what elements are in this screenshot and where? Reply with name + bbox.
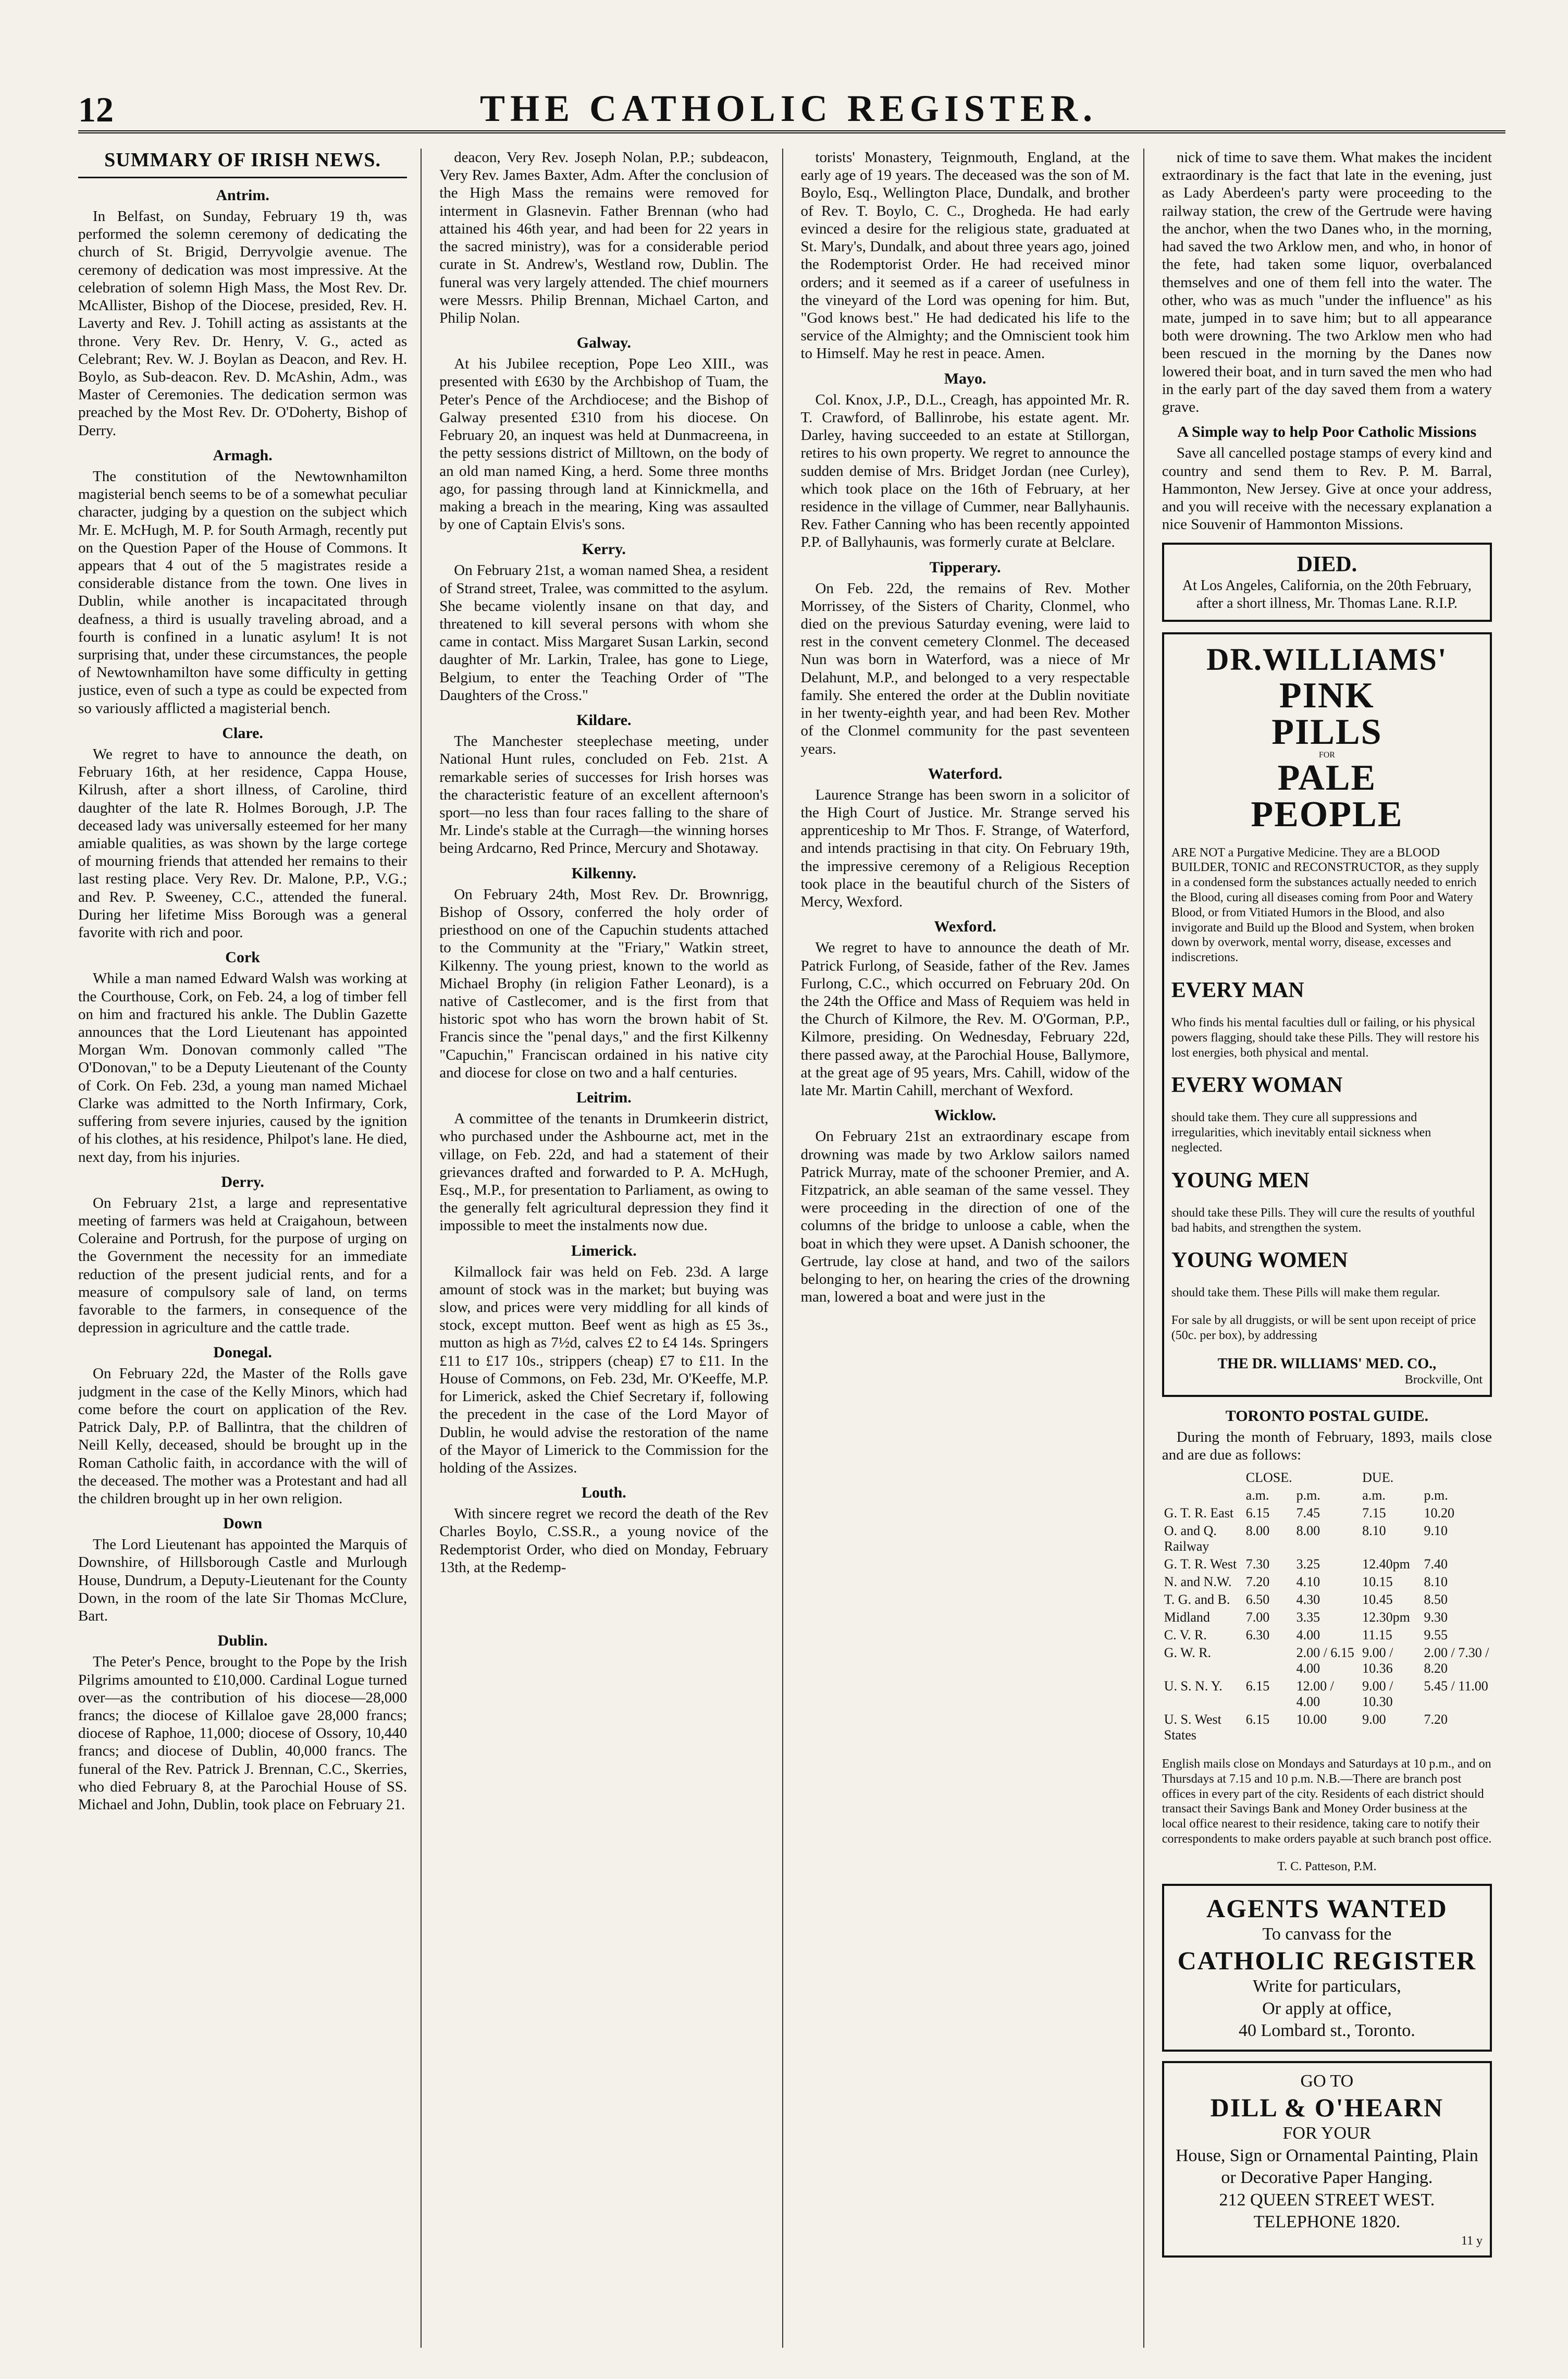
postal-cell: 7.00 bbox=[1245, 1609, 1270, 1625]
col3-paragraph: On Feb. 22d, the remains of Rev. Mother Morrissey, of the Sisters of Charity, Clonmel, who died on the previous Saturday evening, were laid to rest in the convent cemetery Clonmel. The deceased Nun was born in Waterford, was a niece of Mr Delahunt, M.P., and belonged to a very respectable family. She entered the order at the Dublin novitiate in her twenty-eighth year, and had been Rev. Mother of the Clonmel community for the past seventeen years. bbox=[800, 580, 1130, 757]
page-title: THE CATHOLIC REGISTER. bbox=[480, 88, 1097, 129]
dill-services: House, Sign or Ornamental Painting, Plain or Decorative Paper Hanging. bbox=[1175, 2145, 1478, 2188]
dill-code: 11 y bbox=[1461, 2234, 1483, 2248]
postal-row bbox=[1162, 1504, 1492, 1522]
postal-cell: T. G. and B. bbox=[1164, 1591, 1230, 1607]
dill-ad bbox=[1162, 2061, 1492, 2258]
col3-paragraph: torists' Monastery, Teignmouth, England, at the early age of 19 years. The deceased was the son of M. Boylo, Esq., Wellington Place, Dundalk, and brother of Rev. T. Boylo, C. C., Drogheda. He had early evinced a desire for the religious state, graduated at St. Mary's, Dundalk, and about three years ago, joined the Rodemptorist Order. He had received minor orders; and it seemed as if a career of usefulness in the vineyard of the Lord was opening for him. But, "God knows best." He had dedicated his life to the service of the Almighty; and the Omniscient took him to Himself. May he rest in peace. Amen. bbox=[800, 149, 1130, 362]
postal-row bbox=[1162, 1626, 1492, 1644]
postal-cell: 3.25 bbox=[1296, 1556, 1320, 1572]
died-title: DIED. bbox=[1297, 553, 1357, 577]
col2-paragraph: On February 21st, a woman named Shea, a resident of Strand street, Tralee, was committed to the asylum. She became violently insane on that day, and threatened to kill several persons with whom she came in contact. Miss Margaret Susan Larkin, second daughter of Mr. Larkin, Tralee, has gone to Liege, Belgium, to enter the Teaching Order of "The Daughters of the Cross." bbox=[439, 562, 769, 704]
col3-paragraph: We regret to have to announce the death of Mr. Patrick Furlong, of Seaside, father of the Rev. James Furlong, C.C., which occurred on February 20d. On the 24th the Office and Mass of Requiem was held in the Church of Kilmore, the Rev. M. O'Gorman, P.P., Kilmore, presiding. On Wednesday, February 22d, there passed away, at the Parochial House, Ballymore, at the great age of 95 years, Mrs. Cahill, widow of the late Mr. Martin Cahill, merchant of Wexford. bbox=[800, 939, 1130, 1099]
postal-cell: 3.35 bbox=[1296, 1609, 1320, 1625]
postal-rows bbox=[1162, 1469, 1492, 1744]
postal-cell: 4.30 bbox=[1296, 1591, 1320, 1607]
col1-paragraph: We regret to have to announce the death, on February 16th, at her residence, Cappa House, Kilrush, after a short illness, of Caroline, third daughter of the late R. Holmes Borough, J.P. The deceased lady was universally esteemed for her many amiable qualities, as was shown by the large cortege of mourning friends that attended her remains to their last resting place. Very Rev. Dr. Malone, P.P., V.G.; and Rev. P. Sweeney, C.C., attended the funeral. During her lifetime Miss Borough was a general favorite with rich and poor. bbox=[78, 745, 408, 941]
agents-ad bbox=[1162, 1884, 1492, 2052]
column-2-items bbox=[439, 149, 768, 1576]
postal-cell: 7.30 bbox=[1245, 1556, 1270, 1572]
postal-subheader-cell: a.m. bbox=[1362, 1487, 1386, 1503]
pills-every-man: EVERY MAN bbox=[1171, 978, 1304, 1002]
postal-cell: C. V. R. bbox=[1164, 1627, 1207, 1642]
col2-heading: Kilkenny. bbox=[571, 864, 636, 882]
col2-heading: Kildare. bbox=[576, 712, 632, 729]
pills-line3: FOR bbox=[1318, 750, 1335, 759]
postal-cell: 8.50 bbox=[1424, 1591, 1448, 1607]
col2-heading: Louth. bbox=[581, 1484, 626, 1502]
postal-row bbox=[1162, 1609, 1492, 1626]
postal-cell: 5.45 / 11.00 bbox=[1424, 1678, 1488, 1694]
postal-cell: 6.30 bbox=[1245, 1627, 1270, 1642]
postal-row bbox=[1162, 1573, 1492, 1591]
col2-paragraph: On February 24th, Most Rev. Dr. Brownrigg, Bishop of Ossory, conferred the holy order of priesthood on one of the Capuchin students attached to the Community at the "Friary," Watkin street, Kilkenny. The young priest, known to the world as Michael Brophy (in religion Father Leonard), is a native of Castlecomer, and is the first from that historic spot who has worn the brown habit of St. Francis since the "penal days," and the first Kilkenny "Capuchin," Franciscan ordained in his native city and diocese for close on two and a half centuries. bbox=[439, 886, 769, 1081]
postal-cell: 12.40pm bbox=[1362, 1556, 1410, 1572]
page-header bbox=[78, 73, 1505, 133]
agents-title: AGENTS WANTED bbox=[1206, 1893, 1448, 1923]
postal-header-cell bbox=[1422, 1469, 1492, 1487]
postal-header-cell bbox=[1162, 1469, 1244, 1487]
pills-company: THE DR. WILLIAMS' MED. CO., bbox=[1217, 1355, 1437, 1372]
col1-heading: Clare. bbox=[222, 724, 263, 742]
died-text: At Los Angeles, California, on the 20th February, after a short illness, Mr. Thomas Lane. R.I.P. bbox=[1182, 578, 1472, 611]
postal-row bbox=[1162, 1644, 1492, 1677]
postal-table bbox=[1162, 1469, 1492, 1744]
pills-line1: PINK bbox=[1279, 675, 1375, 716]
column-1-items bbox=[78, 187, 407, 1813]
col1-paragraph: In Belfast, on Sunday, February 19 th, was performed the solemn ceremony of dedicating the church of St. Brigid, Derryvolgie avenue. The ceremony of dedication was most impressive. At the celebration of solemn High Mass, the Most Rev. Dr. McAllister, Bishop of the Diocese, presided, Rev. H. Laverty and Rev. J. Tohill acting as assistants at the throne. Very Rev. Dr. Henry, V. G., acted as Celebrant; Rev. W. J. Boylan as Deacon, and Rev. H. Boylo, as Sub-deacon. Rev. D. McAshin, Adm., was Master of Ceremonies. The dedication sermon was preached by the Most Rev. Dr. O'Doherty, Bishop of Derry. bbox=[78, 208, 408, 439]
col2-paragraph: With sincere regret we record the death of the Rev Charles Boylo, C.SS.R., a young novice of the Redemptorist Order, who died on Monday, February 13th, at the Redemp- bbox=[439, 1505, 769, 1576]
col1-heading: Cork bbox=[225, 949, 260, 966]
col2-paragraph: deacon, Very Rev. Joseph Nolan, P.P.; subdeacon, Very Rev. James Baxter, Adm. After the conclusion of the High Mass the remains were removed for interment in Glasnevin. Father Brennan (who had attained his 46th year, and had been for 22 years in the sacred ministry), was for a considerable period curate in St. Andrew's, Westland row, Dublin. The funeral was very largely attended. The chief mourners were Messrs. Philip Brennan, Michael Carton, and Philip Nolan. bbox=[439, 149, 769, 326]
col2-paragraph: The Manchester steeplechase meeting, under National Hunt rules, concluded on Feb. 21st. A remarkable series of successes for Irish horses was the characteristic feature of an excellent afternoon's sport—no less than four races falling to the share of Mr. Linde's stable at the Curragh—the winning horses being Ardcarno, Red Prince, Mercury and Shotaway. bbox=[439, 733, 769, 857]
col2-paragraph: Kilmallock fair was held on Feb. 23d. A large amount of stock was in the market; but buying was slow, and prices were very middling for all kinds of stock, except mutton. Beef went as high as £5 3s., mutton as high as 7½d, calves £2 to £4 14s. Springers £11 to £17 10s., strippers (cheap) £7 to £11. In the House of Commons, on Feb. 23d, Mr. O'Keeffe, M.P. for Limerick, asked the Chief Secretary if, following the precedent in the case of the Lord Mayor of Dublin, he would advise the restoration of the name of the Mayor of Limerick to the Commission for the holding of the Assizes. bbox=[439, 1263, 769, 1476]
pills-every-woman: EVERY WOMAN bbox=[1171, 1073, 1343, 1098]
dill-address: 212 QUEEN STREET WEST. bbox=[1219, 2190, 1435, 2210]
postal-cell: 2.00 / 7.30 / 8.20 bbox=[1424, 1645, 1489, 1676]
col1-paragraph: On February 21st, a large and representative meeting of farmers was held at Craigahoun, between Coleraine and Portrush, for the purpose of urging on the Government the necessity for an immediate reduction of the present judicial rents, and for a measure of compulsory sale of land, on terms favorable to the farmers, in consequence of the depression in agriculture and the cattle trade. bbox=[78, 1194, 408, 1336]
postal-header-row bbox=[1162, 1469, 1492, 1487]
col1-paragraph: The Peter's Pence, brought to the Pope by the Irish Pilgrims amounted to £10,000. Cardinal Logue turned over—as the contribution of his diocese—28,000 francs; the diocese of Killaloe gave 28,000 francs; diocese of Raphoe, 11,000; diocese of Ossory, 10,440 francs; and diocese of Dublin, 40,000 francs. The funeral of the Rev. Patrick J. Brennan, C.C., Skerries, who died February 8, at the Parochial House of SS. Michael and John, Dublin, took place on February 21. bbox=[78, 1653, 408, 1813]
col1-heading: Dublin. bbox=[217, 1632, 268, 1650]
col2-heading: Leitrim. bbox=[576, 1089, 632, 1107]
postal-cell: 11.15 bbox=[1362, 1627, 1392, 1642]
postal-cell: 10.45 bbox=[1362, 1591, 1393, 1607]
col3-heading: Mayo. bbox=[944, 370, 986, 387]
postal-cell bbox=[1244, 1644, 1294, 1677]
postal-guide bbox=[1162, 1407, 1492, 1874]
column-4 bbox=[1162, 149, 1505, 2348]
postal-cell: 7.20 bbox=[1245, 1574, 1270, 1589]
agents-address: 40 Lombard st., Toronto. bbox=[1238, 2021, 1415, 2041]
postal-cell: 8.10 bbox=[1424, 1574, 1448, 1589]
postal-cell: 6.50 bbox=[1245, 1591, 1270, 1607]
col1-paragraph: On February 22d, the Master of the Rolls gave judgment in the case of the Kelly Minors, which had come before the court on application of the Rev. Patrick Daly, P.P. of Ballintra, that the children of Neill Kelly, deceased, should be brought up in the Roman Catholic faith, in accordance with the will of the deceased. The mother was a Protestant and had all the children brought up in her own religion. bbox=[78, 1365, 408, 1507]
postal-cell: U. S. West States bbox=[1164, 1711, 1221, 1743]
postal-header-cell: CLOSE. bbox=[1245, 1469, 1292, 1485]
postal-cell: 6.15 bbox=[1245, 1711, 1270, 1727]
pills-young-men-text: should take these Pills. They will cure the results of youthful bad habits, and strengthen the system. bbox=[1171, 1206, 1475, 1235]
pills-side-text: ARE NOT a Purgative Medicine. They are a BLOOD BUILDER, TONIC and RECONSTRUCTOR, as they supply in a condensed form the substances actually needed to enrich the Blood, curing all diseases coming from Poor and Watery Blood, or from Vitiated Humors in the Blood, and also invigorate and Build up the Blood and System, when broken down by overwork, mental worry, disease, excesses and indiscretions. bbox=[1171, 845, 1479, 965]
postal-notes: English mails close on Mondays and Saturdays at 10 p.m., and on Thursdays at 7.15 and 10 p.m. N.B.—There are branch post offices in every part of the city. Residents of each district should transact their Savings Bank and Money Order business at the local office nearest to their residence, taking care to notify their correspondents to make orders payable at such branch post office. bbox=[1162, 1757, 1492, 1846]
col2-heading: Galway. bbox=[576, 334, 631, 352]
postal-subheader-cell: p.m. bbox=[1424, 1487, 1448, 1503]
page-number: 12 bbox=[78, 90, 114, 129]
postal-cell: U. S. N. Y. bbox=[1164, 1678, 1223, 1694]
postal-cell: 4.10 bbox=[1296, 1574, 1320, 1589]
postal-cell: 9.10 bbox=[1424, 1523, 1448, 1538]
postal-cell: 9.00 / 10.36 bbox=[1362, 1645, 1393, 1676]
col3-heading: Waterford. bbox=[928, 765, 1003, 782]
postal-cell: O. and Q. Railway bbox=[1164, 1523, 1217, 1554]
postal-intro: During the month of February, 1893, mails close and are due as follows: bbox=[1162, 1428, 1492, 1463]
postal-row bbox=[1162, 1522, 1492, 1555]
postal-cell: 10.15 bbox=[1362, 1574, 1393, 1589]
pills-city: Brockville, Ont bbox=[1404, 1372, 1483, 1387]
postal-cell: 7.20 bbox=[1424, 1711, 1448, 1727]
postal-cell: 9.00 / 10.30 bbox=[1362, 1678, 1393, 1709]
col1-heading: Derry. bbox=[221, 1173, 264, 1191]
died-notice bbox=[1162, 543, 1492, 621]
postal-cell: 8.00 bbox=[1296, 1523, 1320, 1538]
col2-heading: Kerry. bbox=[582, 541, 626, 558]
postal-row bbox=[1162, 1677, 1492, 1711]
postal-cell: N. and N.W. bbox=[1164, 1574, 1232, 1589]
dill-goto: GO TO bbox=[1300, 2071, 1354, 2091]
pills-footer: For sale by all druggists, or will be sent upon receipt of price (50c. per box), by addressing bbox=[1171, 1314, 1476, 1342]
stamps-text: Save all cancelled postage stamps of every kind and country and send them to Rev. P. M. Barral, Hammonton, New Jersey. Give at once your address, and you will receive with the necessary explanation a nice Souvenir of Hammonton Missions. bbox=[1162, 445, 1492, 533]
column-2 bbox=[439, 149, 783, 2348]
postal-cell: 9.55 bbox=[1424, 1627, 1448, 1642]
pills-young-women: YOUNG WOMEN bbox=[1171, 1248, 1348, 1273]
col1-heading: Armagh. bbox=[213, 446, 273, 464]
postal-cell: 6.15 bbox=[1245, 1505, 1270, 1520]
pills-young-men: YOUNG MEN bbox=[1171, 1168, 1310, 1193]
col2-heading: Limerick. bbox=[571, 1242, 637, 1259]
postal-signature: T. C. Patteson, P.M. bbox=[1277, 1859, 1377, 1873]
pills-line5: PEOPLE bbox=[1251, 794, 1403, 835]
postal-cell: 7.15 bbox=[1362, 1505, 1386, 1520]
postal-subheader-cell bbox=[1162, 1487, 1244, 1504]
dill-phone: TELEPHONE 1820. bbox=[1253, 2212, 1401, 2232]
postal-cell: 12.30pm bbox=[1362, 1609, 1410, 1625]
postal-cell: G. T. R. West bbox=[1164, 1556, 1237, 1572]
pills-line4: PALE bbox=[1277, 757, 1377, 798]
col3-heading: Tipperary. bbox=[929, 558, 1001, 576]
postal-cell: 10.20 bbox=[1424, 1505, 1455, 1520]
postal-row bbox=[1162, 1555, 1492, 1573]
agents-sub: To canvass for the bbox=[1262, 1924, 1392, 1944]
postal-cell: 9.00 bbox=[1362, 1711, 1386, 1727]
dill-name: DILL & O'HEARN bbox=[1210, 2093, 1444, 2123]
postal-cell: 8.00 bbox=[1245, 1523, 1270, 1538]
col1-heading: Down bbox=[223, 1515, 263, 1532]
pills-young-women-text: should take them. These Pills will make them regular. bbox=[1171, 1286, 1440, 1300]
postal-subheader-row bbox=[1162, 1487, 1492, 1504]
postal-cell: 9.30 bbox=[1424, 1609, 1448, 1625]
col3-heading: Wexford. bbox=[934, 918, 996, 936]
pills-every-man-text: Who finds his mental faculties dull or failing, or his physical powers flagging, should take these Pills. They will restore his lost energies, both physical and mental. bbox=[1171, 1015, 1479, 1060]
column-3 bbox=[801, 149, 1144, 2348]
pills-every-woman-text: should take them. They cure all suppressions and irregularities, which inevitably entail sickness when neglected. bbox=[1171, 1111, 1431, 1155]
column-4-top-text: nick of time to save them. What makes the incident extraordinary is the fact that late in the evening, just as Lady Aberdeen's party were proceeding to the railway station, the crew of the Gertrude were having the anchor, when the two Danes who, in the morning, had saved the two Arklow men, and who, in honor of the fete, had taken some liquor, overbalanced themselves and one of them fell into the water. The other, who was as much "under the influence" as his mate, jumped in to save him; but to all appearance both were drowning. The two Arklow men who had been rescued in the morning by the Danes now lowered their boat, and in turn saved the men who had in the early part of the day saved them from a watery grave. bbox=[1162, 149, 1492, 416]
postal-cell: 4.00 bbox=[1296, 1627, 1320, 1642]
column-3-items bbox=[801, 149, 1130, 1306]
columns bbox=[78, 149, 1505, 2348]
postal-cell: 8.10 bbox=[1362, 1523, 1386, 1538]
postal-cell: 6.15 bbox=[1245, 1678, 1270, 1694]
col1-paragraph: The constitution of the Newtownhamilton magisterial bench seems to be of a somewhat peculiar character, judging by a question on the subject which Mr. E. McHugh, M. P. for South Armagh, recently put on the Question Paper of the House of Commons. It appears that 4 out of the 5 magistrates reside a considerable distance from the town. One lives in Dublin, while another is incapacitated through deafness, a third is usually traveling abroad, and a fourth is confined in a lunatic asylum! It is not surprising that, under these circumstances, the people of Newtownhamilton have some difficulty in getting justice, even of such a type as could be expected from so variously afflicted a magisterial bench. bbox=[78, 468, 408, 717]
postal-header-cell: DUE. bbox=[1362, 1469, 1394, 1485]
dill-for: FOR YOUR bbox=[1282, 2124, 1372, 2143]
postal-row bbox=[1162, 1711, 1492, 1744]
col3-heading: Wicklow. bbox=[934, 1107, 996, 1124]
pills-line2: PILLS bbox=[1271, 712, 1382, 752]
postal-row bbox=[1162, 1591, 1492, 1609]
postal-cell: G. T. R. East bbox=[1164, 1505, 1234, 1520]
col2-paragraph: At his Jubilee reception, Pope Leo XIII., was presented with £630 by the Archbishop of Tuam, the Peter's Pence of the Archdiocese; and the Bishop of Galway presented £310 from his diocese. On February 20, an inquest was held at Dunmacreena, in the petty sessions district of Milltown, on the body of an old man named King, a herd. Some three months ago, for passing through land at Kinnickmella, and making a breach in the mearing, King was assaulted by one of Captain Elvis's sons. bbox=[439, 355, 769, 533]
col2-paragraph: A committee of the tenants in Drumkeerin district, who purchased under the Ashbourne act, met in the village, on Feb. 22d, and had a statement of their grievances drafted and forwarded to P. A. McHugh, Esq., M.P., for presentation to Parliament, as owing to the generally felt agricultural depression they find it impossible to meet the instalments now due. bbox=[439, 1110, 769, 1234]
postal-cell: 10.00 bbox=[1296, 1711, 1327, 1727]
postal-cell: G. W. R. bbox=[1164, 1645, 1212, 1660]
postal-cell: Midland bbox=[1164, 1609, 1210, 1625]
agents-write: Write for particulars, bbox=[1253, 1977, 1401, 1996]
postal-cell: 12.00 / 4.00 bbox=[1296, 1678, 1334, 1709]
postal-cell: 7.40 bbox=[1424, 1556, 1448, 1572]
postal-cell: 7.45 bbox=[1296, 1505, 1320, 1520]
stamps-heading: A Simple way to help Poor Catholic Missions bbox=[1177, 423, 1477, 441]
pills-brand: DR.WILLIAMS' bbox=[1206, 642, 1448, 677]
postal-header-cell bbox=[1294, 1469, 1361, 1487]
agents-paper: CATHOLIC REGISTER bbox=[1177, 1946, 1477, 1976]
col3-paragraph: Col. Knox, J.P., D.L., Creagh, has appointed Mr. R. T. Crawford, of Ballinrobe, his estate agent. Mr. Darley, having succeeded to an estate at Stillorgan, retires to his own property. We regret to announce the sudden demise of Mrs. Bridget Jordan (nee Curley), which took place on the 16th of February, at her residence in the village of Cummer, near Ballyhaunis. Rev. Father Canning who has been recently appointed P.P. of Ballyhaunis, was formerly curate at Belclare. bbox=[800, 391, 1130, 551]
postal-subheader-cell: a.m. bbox=[1245, 1487, 1269, 1503]
pink-pills-ad bbox=[1162, 632, 1492, 1397]
col1-heading: Antrim. bbox=[216, 187, 269, 204]
col1-heading: Donegal. bbox=[213, 1344, 272, 1362]
column-1 bbox=[78, 149, 422, 2348]
col3-paragraph: On February 21st an extraordinary escape from drowning was made by two Arklow sailors named Patrick Murray, mate of the schooner Premier, and A. Fitzpatrick, an able seaman of the same vessel. They were proceeding in the direction of one of the columns of the bridge to unloose a cable, when the boat in which they were upset. A Danish schooner, the Gertrude, lay close at hand, and two of the sailors belonging to her, on hearing the cries of the drowning man, lowered a boat and were just in the bbox=[800, 1128, 1130, 1306]
col3-paragraph: Laurence Strange has been sworn in a solicitor of the High Court of Justice. Mr. Strange served his apprenticeship to Mr Thos. F. Strange, of Waterford, and intends practising in that city. On February 19th, the impressive ceremony of a Religious Reception took place in the beautiful church of the Sisters of Mercy, Wexford. bbox=[800, 786, 1130, 911]
postal-title: TORONTO POSTAL GUIDE. bbox=[1225, 1407, 1429, 1425]
col1-paragraph: While a man named Edward Walsh was working at the Courthouse, Cork, on Feb. 24, a log of timber fell on him and fractured his ankle. The Dublin Gazette announces that the Lord Lieutenant has appointed Morgan Wm. Donovan commonly called "The O'Donovan," to be a Deputy Lieutenant of the County of Cork. On Feb. 23d, a young man named Michael Clarke was admitted to the North Infirmary, Cork, suffering from severe injuries, caused by the ignition of his clothes, at his residence, Philpot's lane. He died, next day, from his injuries. bbox=[78, 970, 408, 1166]
col1-paragraph: The Lord Lieutenant has appointed the Marquis of Downshire, of Hillsborough Castle and Murlough House, Dundrum, a Deputy-Lieutenant for the County Down, in the room of the late Sir Thomas McClure, Bart. bbox=[78, 1536, 408, 1625]
summary-title: SUMMARY OF IRISH NEWS. bbox=[78, 149, 407, 178]
agents-or: Or apply at office, bbox=[1262, 1998, 1392, 2018]
postal-subheader-cell: p.m. bbox=[1296, 1487, 1320, 1503]
postal-cell: 2.00 / 6.15 4.00 bbox=[1296, 1645, 1354, 1676]
